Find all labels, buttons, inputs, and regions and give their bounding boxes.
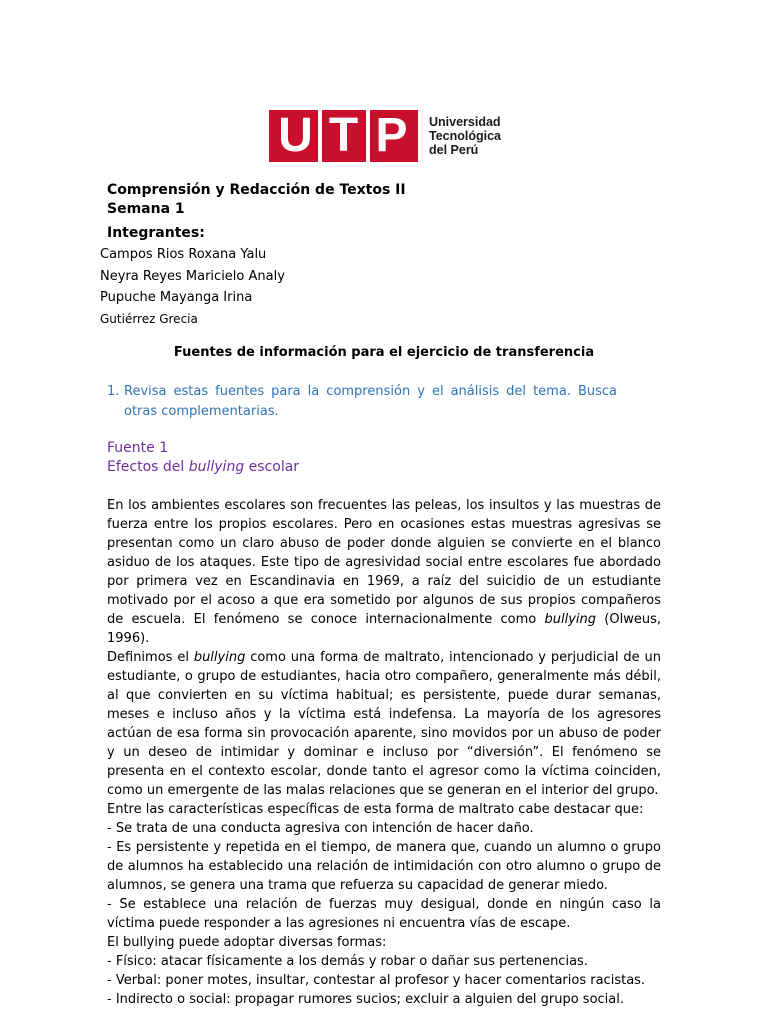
week-label: Semana 1 — [107, 201, 185, 217]
italic-term: bullying — [544, 612, 597, 627]
italic-term: bullying — [193, 650, 246, 665]
logo-letter-p: P — [375, 109, 408, 162]
logo-letter-t: T — [328, 109, 359, 162]
paragraph-text: En los ambientes escolares son frecuentes las peleas, los insultos y las muestras de fuerza entre los propios escolares. Pero en ocasiones estas muestras agresivas se presentan como un claro abuso de poder donde alguien se convierte en el blanco asiduo de los ataques. Este tipo de agresividad social entre escolares fue abordado por primera vez en Escandinavia en 1969, a raíz del suicidio de un estudiante motivado por el acoso a que era sometido por algunos de sus propios compañeros de escuela. El fenómeno se conoce internacionalmente como — [107, 498, 661, 627]
section-title: Fuentes de información para el ejercicio de transferencia — [173, 345, 595, 360]
logo-letters-block — [269, 110, 418, 162]
list-item: - Es persistente y repetida en el tiempo, de manera que, cuando un alumno o grupo de alumnos ha establecido una relación de intimidación con otro alumno o grupo de alumnos, se genera una trama que refuerza su capacidad de generar miedo. — [107, 840, 661, 893]
course-title: Comprensión y Redacción de Textos II — [107, 182, 406, 198]
paragraph — [107, 648, 661, 800]
logo-text-line: del Perú — [429, 143, 479, 157]
instruction-number: 1. — [107, 384, 120, 399]
logo-letter-u: U — [278, 109, 313, 162]
paragraph: Entre las características específicas de esta forma de maltrato cabe destacar que: — [107, 802, 644, 817]
list-item: - Se establece una relación de fuerzas muy desigual, donde en ningún caso la víctima puede responder a las agresiones ni encuentra vías de escape. — [107, 897, 661, 931]
instruction-item — [107, 382, 617, 422]
member-name: Neyra Reyes Maricielo Analy — [100, 268, 285, 284]
list-item: - Indirecto o social: propagar rumores sucios; excluir a alguien del grupo social. — [107, 992, 624, 1007]
course-header — [107, 181, 406, 219]
members-list — [100, 244, 285, 330]
utp-logo — [269, 110, 501, 162]
article-body — [107, 496, 661, 1009]
paragraph: El bullying puede adoptar diversas formas: — [107, 935, 387, 950]
member-name: Pupuche Mayanga Irina — [100, 290, 253, 305]
members-title: Integrantes: — [107, 225, 205, 241]
source-title-before: Efectos del — [107, 459, 189, 475]
logo-text-line: Universidad — [429, 115, 501, 129]
paragraph-text: como una forma de maltrato, intencionado y perjudicial de un estudiante, o grupo de estudiantes, hacia otro compañero, generalmente más débil, al que convierten en su víctima habitual; es persistente, puede durar semanas, meses e incluso años y la víctima está indefensa. La mayoría de los agresores actúan de esa forma sin provocación aparente, sino movidos por un abuso de poder y un deseo de intimidar y dominar e incluso por “diversión”. El fenómeno se presenta en el contexto escolar, donde tanto el agresor como la víctima coinciden, como un emergente de las malas relaciones que se generan en el interior del grupo. — [107, 650, 662, 798]
source-label: Fuente 1 — [107, 440, 169, 456]
instruction-text: Revisa estas fuentes para la comprensión y el análisis del tema. Busca otras complementarias. — [124, 384, 617, 419]
list-item: - Se trata de una conducta agresiva con intención de hacer daño. — [107, 821, 534, 836]
source-title — [107, 458, 299, 477]
source-heading — [107, 439, 299, 477]
paragraph-text: Definimos el — [107, 650, 194, 665]
member-name: Campos Rios Roxana Yalu — [100, 247, 267, 262]
paragraph — [107, 496, 661, 648]
list-item: - Físico: atacar físicamente a los demás y robar o dañar sus pertenencias. — [107, 954, 588, 969]
paragraph-text: (Olweus, 1996). — [107, 612, 661, 646]
source-title-after: escolar — [244, 459, 300, 475]
source-title-italic: bullying — [188, 459, 245, 475]
list-item: - Verbal: poner motes, insultar, contestar al profesor y hacer comentarios racistas. — [107, 973, 646, 988]
logo-text-line: Tecnológica — [429, 129, 502, 143]
member-name: Gutiérrez Grecia — [100, 311, 198, 326]
logo-university-name — [429, 115, 501, 157]
